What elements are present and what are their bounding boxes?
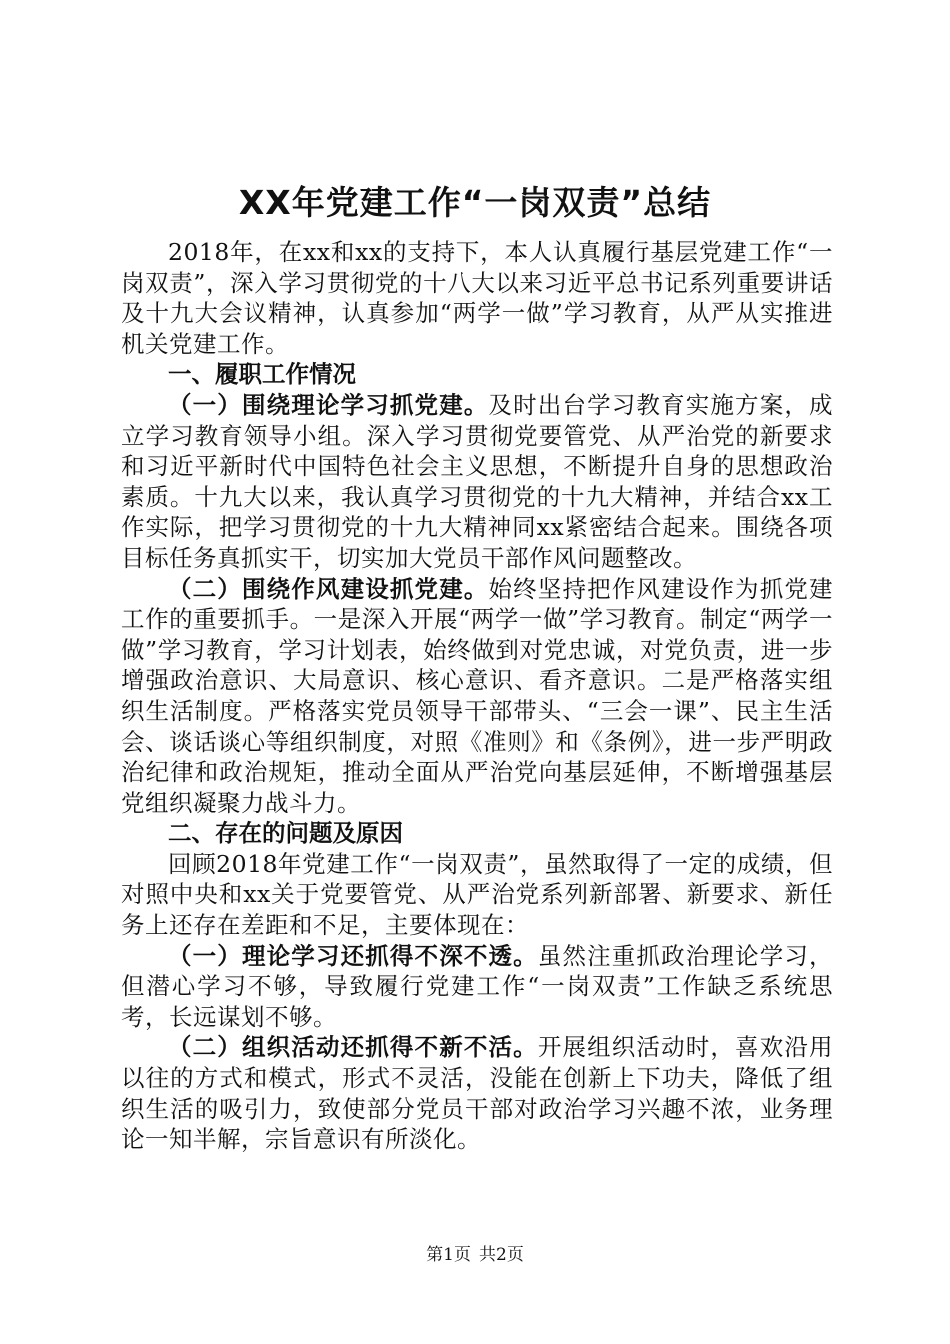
paragraph-lead: （一）围绕理论学习抓党建。 [168, 390, 489, 419]
section-heading-duties: 一、履职工作情况 [168, 360, 356, 389]
paragraph-text: 开展组织活动时，喜欢沿用以往的方式和模式，形式不灵活，没能在创新上下功夫，降低了组织生活的吸引力，致使部分党员干部对政治学习兴趣不浓，业务理论一知半解，宗旨意识有所淡化。 [121, 1033, 834, 1154]
paragraph-activity-problem [121, 1032, 833, 1154]
page-number-total: 共2页 [479, 1245, 524, 1265]
document-title: XX年党建工作“一岗双责”总结 [238, 183, 712, 222]
paragraph-work-style [121, 574, 833, 819]
paragraph-lead: （一）理论学习还抓得不深不透。 [168, 941, 538, 970]
paragraph-theory-problem [121, 941, 833, 1033]
paragraph-text: 始终坚持把作风建设作为抓党建工作的重要抓手。一是深入开展“两学一做”学习教育。制定“两学一做”学习教育，学习计划表，始终做到对党忠诚，对党负责，进一步增强政治意识、大局意识、核心意识、看齐意识。二是严格落实组织生活制度。严格落实党员领导干部带头、“三会一课”、民主生活会、谈话谈心等组织制度，对照《准则》和《条例》，进一步严明政治纪律和政治规矩，推动全面从严治党向基层延伸，不断增强基层党组织凝聚力战斗力。 [121, 574, 833, 817]
intro-paragraph: 2018年，在xx和xx的支持下，本人认真履行基层党建工作“一岗双责”，深入学习贯彻党的十八大以来习近平总书记系列重要讲话及十九大会议精神，认真参加“两学一做”学习教育，从严从实推进机关党建工作。 [121, 238, 833, 358]
paragraph-theory-study [121, 390, 833, 574]
page-footer [0, 1244, 950, 1266]
problems-intro-paragraph: 回顾2018年党建工作“一岗双责”，虽然取得了一定的成绩，但对照中央和xx关于党要管党、从严治党系列新部署、新要求、新任务上还存在差距和不足，主要体现在： [121, 849, 833, 940]
document-body [121, 237, 833, 1155]
page-number-current: 第1页 [426, 1245, 471, 1265]
section-heading-problems: 二、存在的问题及原因 [168, 819, 403, 848]
paragraph-lead: （二）组织活动还抓得不新不活。 [168, 1033, 538, 1062]
paragraph-text: 虽然注重抓政治理论学习，但潜心学习不够，导致履行党建工作“一岗双责”工作缺乏系统思考，长远谋划不够。 [121, 941, 834, 1031]
paragraph-text: 及时出台学习教育实施方案，成立学习教育领导小组。深入学习贯彻党要管党、从严治党的新要求和习近平新时代中国特色社会主义思想，不断提升自身的思想政治素质。十九大以来，我认真学习贯彻党的十九大精神，并结合xx工作实际，把学习贯彻党的十九大精神同xx紧密结合起来。围绕各项目标任务真抓实干，切实加大党员干部作风问题整改。 [121, 390, 833, 572]
paragraph-lead: （二）围绕作风建设抓党建。 [168, 574, 489, 603]
